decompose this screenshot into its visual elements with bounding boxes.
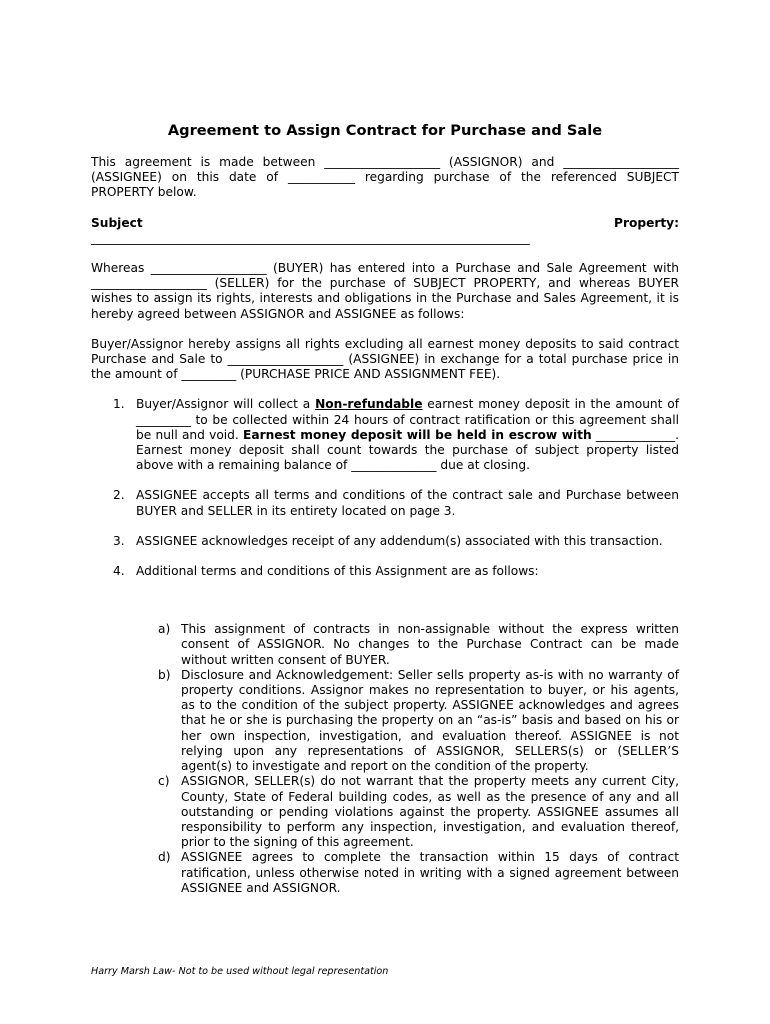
- item-1-text-middle: earnest money deposit in the amount of _________ to be collected within 24 hours of contract ratification or this agreement shall be null and void.: [136, 397, 680, 442]
- item-1-text-end: _____________. Earnest money deposit shall count towards the purchase of subject property listed above with a remaining balance of ______________ due at closing.: [136, 427, 680, 473]
- item-number: 1.: [113, 397, 125, 412]
- list-item: [91, 564, 679, 579]
- document-body: [91, 122, 679, 896]
- item-text: Additional terms and conditions of this Assignment are as follows:: [136, 564, 539, 579]
- item-number: 3.: [113, 533, 125, 548]
- subject-property-line: ________________________________________________________________________: [91, 230, 530, 245]
- subject-property-row: [91, 216, 679, 231]
- list-item: [91, 850, 679, 896]
- list-item: [91, 534, 679, 549]
- item-letter: a): [158, 622, 171, 637]
- item-text: ASSIGNEE acknowledges receipt of any addendum(s) associated with this transaction.: [136, 533, 663, 548]
- list-item: [91, 488, 679, 518]
- document-title: Agreement to Assign Contract for Purchase and Sale: [167, 122, 603, 139]
- intro-paragraph: This agreement is made between ___________________ (ASSIGNOR) and ___________________ (ASSIGNEE) on this date of ___________ regarding purchase of the referenced SUBJECT PROPERTY below.: [91, 155, 679, 200]
- item-letter: d): [158, 850, 171, 865]
- item-text: ASSIGNEE agrees to complete the transaction within 15 days of contract ratification, unless otherwise noted in writing with a signed agreement between ASSIGNEE and ASSIGNOR.: [181, 850, 679, 895]
- item-letter: c): [158, 774, 170, 789]
- list-item: [91, 397, 679, 473]
- item-number: 4.: [113, 564, 125, 579]
- subject-label: Subject: [91, 215, 143, 230]
- list-item: [91, 622, 679, 668]
- escrow-emphasis: Earnest money deposit will be held in escrow with: [243, 427, 592, 442]
- item-text: ASSIGNEE accepts all terms and conditions of the contract sale and Purchase between BUYER and SELLER in its entirety located on page 3.: [136, 488, 679, 518]
- list-item: [91, 668, 679, 774]
- property-label: Property:: [614, 215, 679, 230]
- page-footer: Harry Marsh Law- Not to be used without legal representation: [91, 966, 389, 977]
- item-text: This assignment of contracts in non-assignable without the express written consent of ASSIGNOR. No changes to the Purchase Contract can be made without written consent of BUYER.: [181, 622, 679, 667]
- additional-terms-list: [91, 622, 679, 896]
- assigns-paragraph: Buyer/Assignor hereby assigns all rights excluding all earnest money deposits to said contract Purchase and Sale to ___________________ (ASSIGNEE) in exchange for a total purchase price in the amount of _________ (PURCHASE PRICE AND ASSIGNMENT FEE).: [91, 336, 679, 382]
- item-text: Disclosure and Acknowledgement: Seller sells property as-is with no warranty of property conditions. Assignor makes no representation to buyer, or his agents, as to the condition of the subject property. ASSIGNEE acknowledges and agrees that he or she is purchasing the property on an “as-is” basis and based on his or her own inspection, investigation, and evaluation thereof. ASSIGNEE is not relying upon any representations of ASSIGNOR, SELLERS(s) or (SELLER’S agent(s) to investigate and report on the condition of the property.: [181, 667, 679, 774]
- item-1-text-start: Buyer/Assignor will collect a: [136, 397, 316, 412]
- item-letter: b): [158, 667, 171, 682]
- non-refundable-emphasis: Non-refundable: [315, 397, 423, 412]
- item-text: ASSIGNOR, SELLER(s) do not warrant that the property meets any current City, County, State of Federal building codes, as well as the presence of any and all outstanding or pending violations against the property. ASSIGNEE assumes all responsibility to perform any inspection, investigation, and evaluation thereof, prior to the signing of this agreement.: [181, 774, 679, 850]
- item-number: 2.: [113, 488, 125, 503]
- terms-list: [91, 397, 679, 579]
- whereas-paragraph: Whereas ___________________ (BUYER) has entered into a Purchase and Sale Agreement with ___________________ (SELLER) for the purchase of SUBJECT PROPERTY, and whereas BUYER wishes to assign its rights, interests and obligations in the Purchase and Sales Agreement, it is hereby agreed between ASSIGNOR and ASSIGNEE as follows:: [91, 261, 679, 321]
- list-item: [91, 774, 679, 850]
